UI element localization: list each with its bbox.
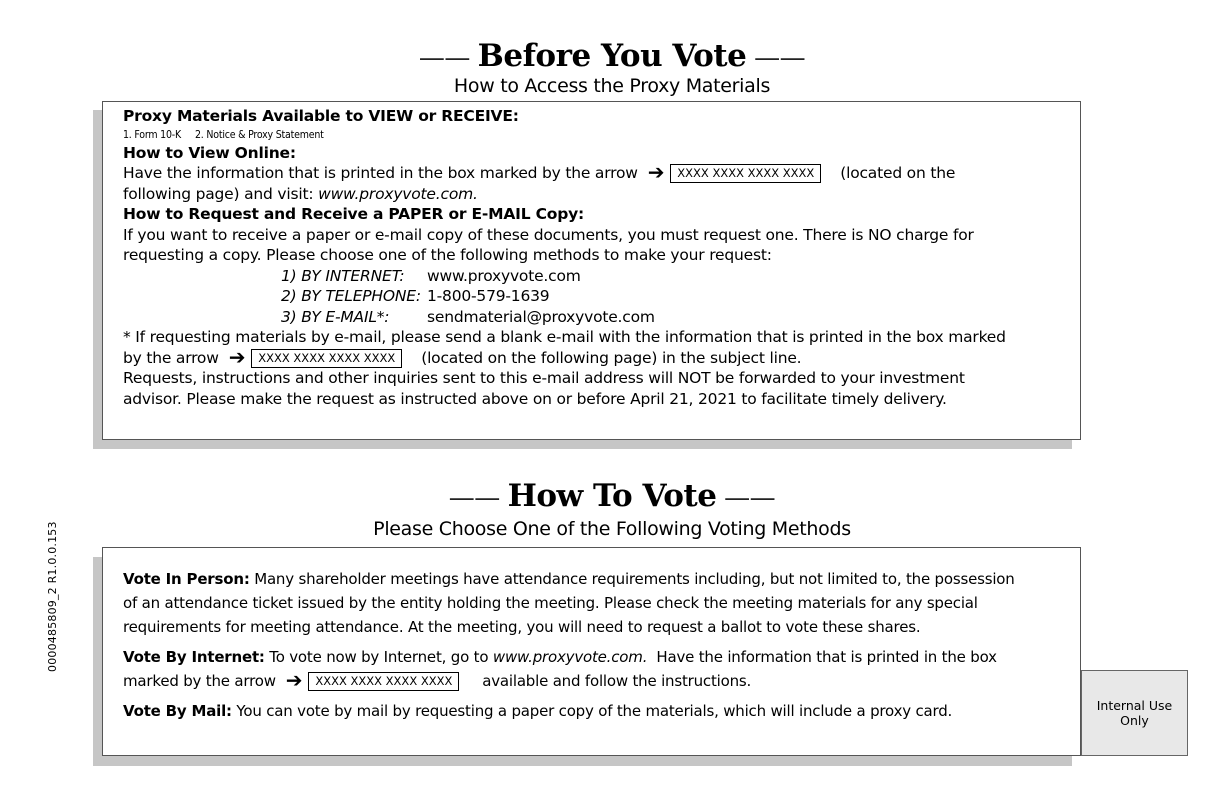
control-code-box: XXXX XXXX XXXX XXXX: [308, 672, 459, 691]
materials-list: [123, 127, 1080, 143]
request-text-line2: requesting a copy. Please choose one of the following methods to make your request:: [123, 246, 772, 264]
access-materials-subheading: How to Access the Proxy Materials: [453, 75, 771, 97]
arrow-right-icon: ➔: [647, 160, 665, 184]
vote-in-person-line2: of an attendance ticket issued by the entity holding the meeting. Please check the meeting materials for any special: [123, 594, 978, 612]
method-email: 3) BY E-MAIL*: sendmaterial@proxyvote.com: [281, 307, 655, 326]
request-copy-heading: How to Request and Receive a PAPER or E-MAIL Copy:: [123, 205, 585, 223]
vote-in-person-line1: Vote In Person: Many shareholder meetings have attendance requirements including, but not limited to, the possession: [123, 570, 1015, 588]
email-footnote-line2: by the arrow ➔ XXXX XXXX XXXX XXXX (located on the following page) in the subject line.: [123, 344, 802, 369]
proxyvote-link[interactable]: www.proxyvote.com.: [318, 184, 478, 203]
vote-in-person-line3: requirements for meeting attendance. At the meeting, you will need to request a ballot to vote these shares.: [123, 618, 921, 636]
before-you-vote-heading: —— Before You Vote ——: [418, 38, 806, 74]
requests-note-line1: Requests, instructions and other inquiries sent to this e-mail address will NOT be forwarded to your investment: [123, 369, 965, 387]
how-to-vote-heading: —— How To Vote ——: [448, 478, 776, 514]
vote-internet-line2: marked by the arrow ➔ XXXX XXXX XXXX XXXX available and follow the instructions.: [123, 668, 752, 692]
available-heading: Proxy Materials Available to VIEW or RECEIVE:: [123, 107, 519, 125]
access-materials-panel: [102, 101, 1081, 440]
email-footnote-line1: * If requesting materials by e-mail, please send a blank e-mail with the information that is printed in the box marked: [123, 328, 1006, 346]
view-online-line1: Have the information that is printed in the box marked by the arrow ➔ XXXX XXXX XXXX XXXX (located on the: [123, 160, 956, 184]
method-telephone: 2) BY TELEPHONE: 1-800-579-1639: [281, 287, 550, 305]
request-methods: [281, 266, 1080, 328]
voting-methods-subheading: Please Choose One of the Following Voting Methods: [373, 518, 851, 540]
voting-methods-panel: [102, 547, 1081, 756]
vote-mail-line: Vote By Mail: You can vote by mail by requesting a paper copy of the materials, which will include a proxy card.: [123, 702, 953, 720]
requests-note-line2: advisor. Please make the request as instructed above on or before April 21, 2021 to facilitate timely delivery.: [123, 389, 947, 408]
proxyvote-link[interactable]: www.proxyvote.com.: [492, 648, 648, 666]
side-reference-code: 0000485809_2 R1.0.0.153: [46, 521, 59, 672]
method-internet: 1) BY INTERNET: www.proxyvote.com: [281, 266, 581, 285]
internal-use-box: Internal Use Only: [1081, 670, 1188, 756]
view-online-line2: following page) and visit: www.proxyvote.com.: [123, 184, 478, 203]
view-online-heading: How to View Online:: [123, 143, 296, 162]
material-item: 2. Notice & Proxy Statement: [194, 128, 324, 141]
arrow-right-icon: ➔: [285, 668, 303, 692]
request-text-line1: If you want to receive a paper or e-mail copy of these documents, you must request one. There is NO charge for: [123, 225, 974, 244]
arrow-right-icon: ➔: [228, 344, 246, 369]
control-code-box: XXXX XXXX XXXX XXXX: [670, 164, 821, 183]
vote-internet-line1: Vote By Internet: To vote now by Internet, go to www.proxyvote.com. Have the information that is printed in the box: [123, 648, 997, 666]
control-code-box: XXXX XXXX XXXX XXXX: [251, 349, 402, 368]
material-item: 1. Form 10-K: [123, 128, 181, 141]
